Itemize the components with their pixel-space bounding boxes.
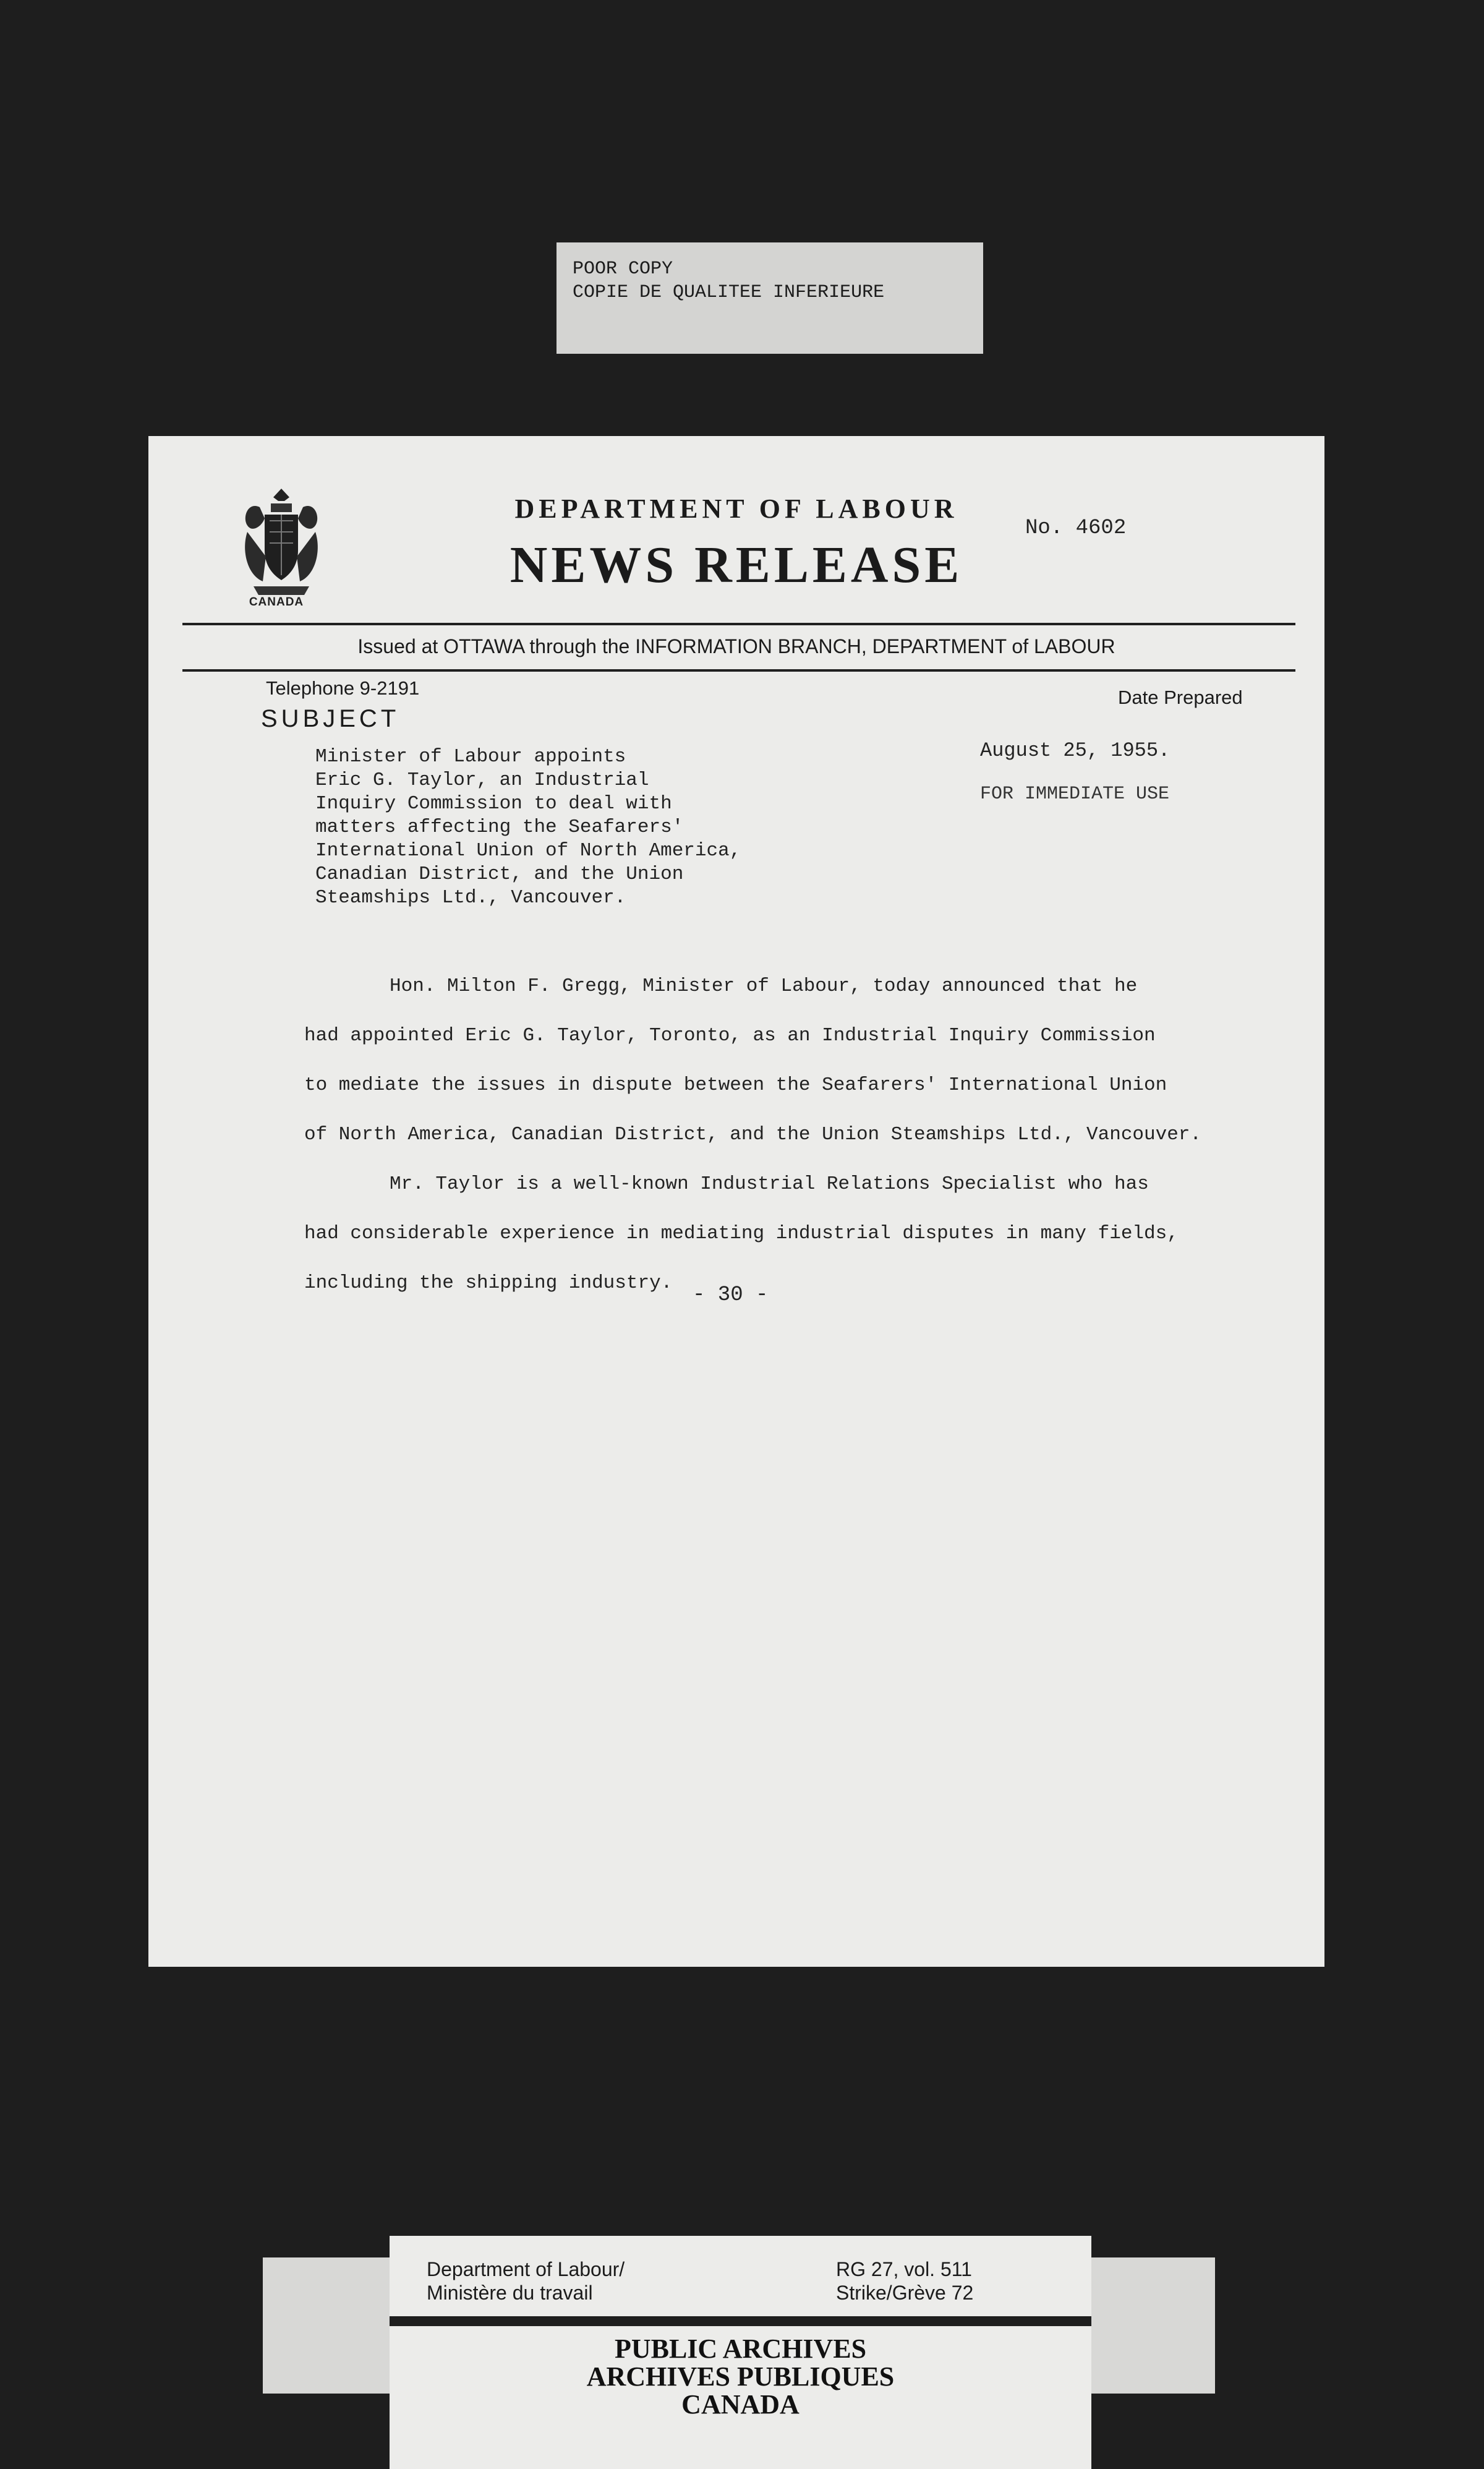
poor-copy-slip bbox=[556, 242, 983, 354]
body-line: had considerable experience in mediating industrial disputes in many fields, bbox=[304, 1223, 1179, 1244]
body-line: Mr. Taylor is a well-known Industrial Relations Specialist who has bbox=[390, 1173, 1149, 1195]
poor-copy-line-1: POOR COPY bbox=[573, 259, 673, 280]
archive-reference-file: Strike/Grève 72 bbox=[836, 2282, 974, 2304]
archive-label-divider bbox=[390, 2316, 1091, 2326]
archive-reference bbox=[836, 2257, 973, 2304]
stamp-line-3: CANADA bbox=[681, 2389, 800, 2420]
body-text bbox=[304, 962, 1250, 1308]
archive-department-en: Department of Labour/ bbox=[427, 2258, 625, 2280]
poor-copy-line-2: COPIE DE QUALITEE INFERIEURE bbox=[573, 282, 885, 303]
subject-text bbox=[315, 745, 859, 910]
date-prepared-label: Date Prepared bbox=[1118, 687, 1243, 708]
subject-line: Eric G. Taylor, an Industrial bbox=[315, 769, 649, 791]
issued-line: Issued at OTTAWA through the INFORMATION BRANCH, DEPARTMENT of LABOUR bbox=[357, 635, 1115, 657]
subject-line: Canadian District, and the Union bbox=[315, 863, 684, 885]
body-line: including the shipping industry. bbox=[304, 1272, 673, 1294]
crest-caption: CANADA bbox=[249, 596, 304, 609]
subject-line: Inquiry Commission to deal with bbox=[315, 793, 672, 815]
header-rule-top bbox=[182, 623, 1295, 625]
telephone: Telephone 9-2191 bbox=[266, 677, 420, 699]
subject-line: International Union of North America, bbox=[315, 840, 741, 862]
department-title: DEPARTMENT OF LABOUR bbox=[514, 494, 958, 524]
release-note: FOR IMMEDIATE USE bbox=[980, 784, 1170, 805]
release-number: No. 4602 bbox=[1025, 516, 1127, 540]
news-release-title: NEWS RELEASE bbox=[510, 536, 963, 594]
stamp-line-1: PUBLIC ARCHIVES bbox=[614, 2334, 867, 2364]
subject-line: Steamships Ltd., Vancouver. bbox=[315, 887, 626, 909]
news-release-page bbox=[148, 436, 1324, 1967]
subject-label: SUBJECT bbox=[261, 705, 400, 732]
body-line: Hon. Milton F. Gregg, Minister of Labour, today announced that he bbox=[390, 975, 1138, 997]
body-line: had appointed Eric G. Taylor, Toronto, as an Industrial Inquiry Commission bbox=[304, 1025, 1156, 1046]
release-date: August 25, 1955. bbox=[980, 739, 1171, 762]
stamp-line-2: ARCHIVES PUBLIQUES bbox=[586, 2361, 895, 2392]
body-line: to mediate the issues in dispute between the Seafarers' International Union bbox=[304, 1074, 1167, 1096]
end-marker: - 30 - bbox=[693, 1283, 769, 1307]
archive-department-fr: Ministère du travail bbox=[427, 2282, 593, 2304]
subject-line: Minister of Labour appoints bbox=[315, 746, 626, 768]
header-rule-bottom bbox=[182, 669, 1295, 672]
archive-department bbox=[427, 2257, 625, 2304]
subject-line: matters affecting the Seafarers' bbox=[315, 816, 684, 838]
archive-reference-volume: RG 27, vol. 511 bbox=[836, 2258, 972, 2280]
public-archives-stamp bbox=[390, 2335, 1091, 2418]
body-line: of North America, Canadian District, and the Union Steamships Ltd., Vancouver. bbox=[304, 1124, 1202, 1145]
